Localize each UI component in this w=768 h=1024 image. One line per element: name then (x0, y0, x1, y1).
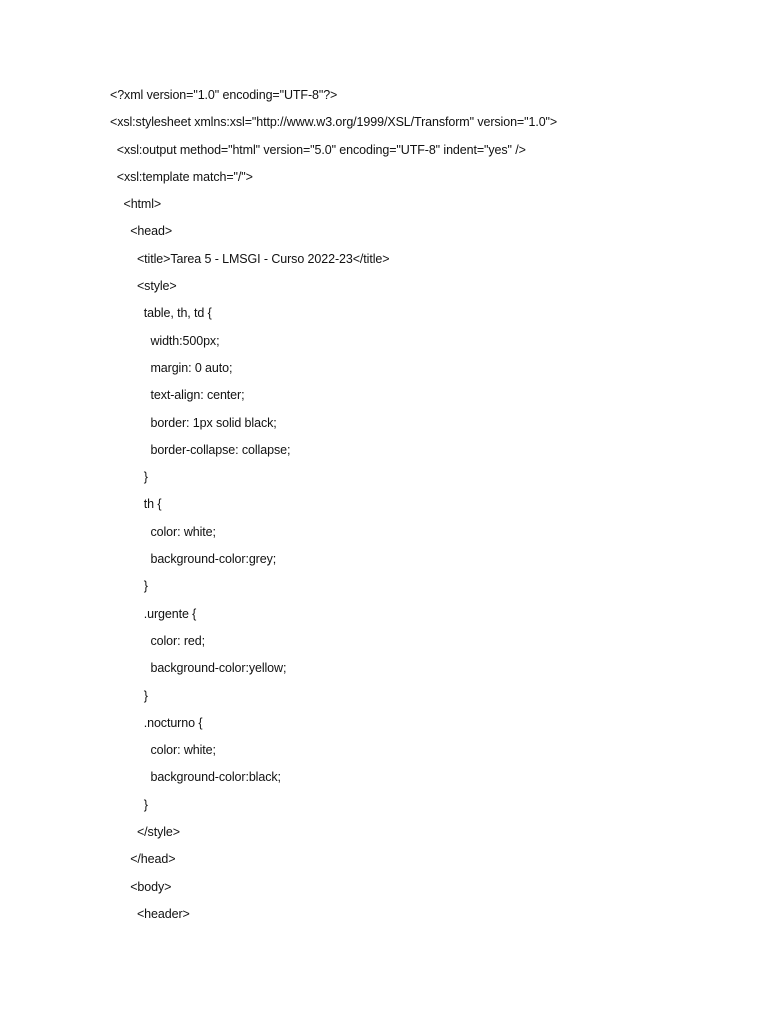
code-line: .urgente { (110, 606, 197, 621)
code-line: .nocturno { (110, 715, 203, 730)
code-line: background-color:black; (110, 770, 281, 785)
code-line: <?xml version="1.0" encoding="UTF-8"?> (110, 88, 338, 102)
code-line: } (110, 688, 148, 703)
code-line: </style> (110, 825, 180, 840)
code-line: <xsl:output method="html" version="5.0" encoding="UTF-8" indent="yes" /> (110, 142, 526, 157)
code-line: margin: 0 auto; (110, 360, 233, 375)
code-line: th { (110, 497, 162, 512)
code-line: <xsl:stylesheet xmlns:xsl="http://www.w3.org/1999/XSL/Transform" version="1.0"> (110, 115, 558, 130)
code-line: width:500px; (110, 333, 220, 348)
code-line: text-align: center; (110, 388, 245, 403)
code-line: color: white; (110, 743, 216, 758)
code-line: <style> (110, 279, 177, 294)
code-line: <header> (110, 906, 190, 921)
code-line: <html> (110, 197, 162, 212)
code-line: background-color:yellow; (110, 661, 287, 676)
code-line: <title>Tarea 5 - LMSGI - Curso 2022-23</title> (110, 251, 390, 266)
code-line: <head> (110, 224, 173, 239)
code-line: <body> (110, 879, 172, 894)
code-line: } (110, 470, 148, 485)
code-line: background-color:grey; (110, 552, 277, 567)
code-line: color: white; (110, 524, 216, 539)
code-line: table, th, td { (110, 306, 212, 321)
code-line: border: 1px solid black; (110, 415, 277, 430)
code-line: } (110, 579, 148, 594)
code-listing (110, 84, 557, 930)
code-line: } (110, 797, 148, 812)
code-line: <xsl:template match="/"> (110, 169, 253, 184)
code-line: color: red; (110, 633, 205, 648)
code-line: </head> (110, 852, 176, 867)
code-line: border-collapse: collapse; (110, 442, 291, 457)
